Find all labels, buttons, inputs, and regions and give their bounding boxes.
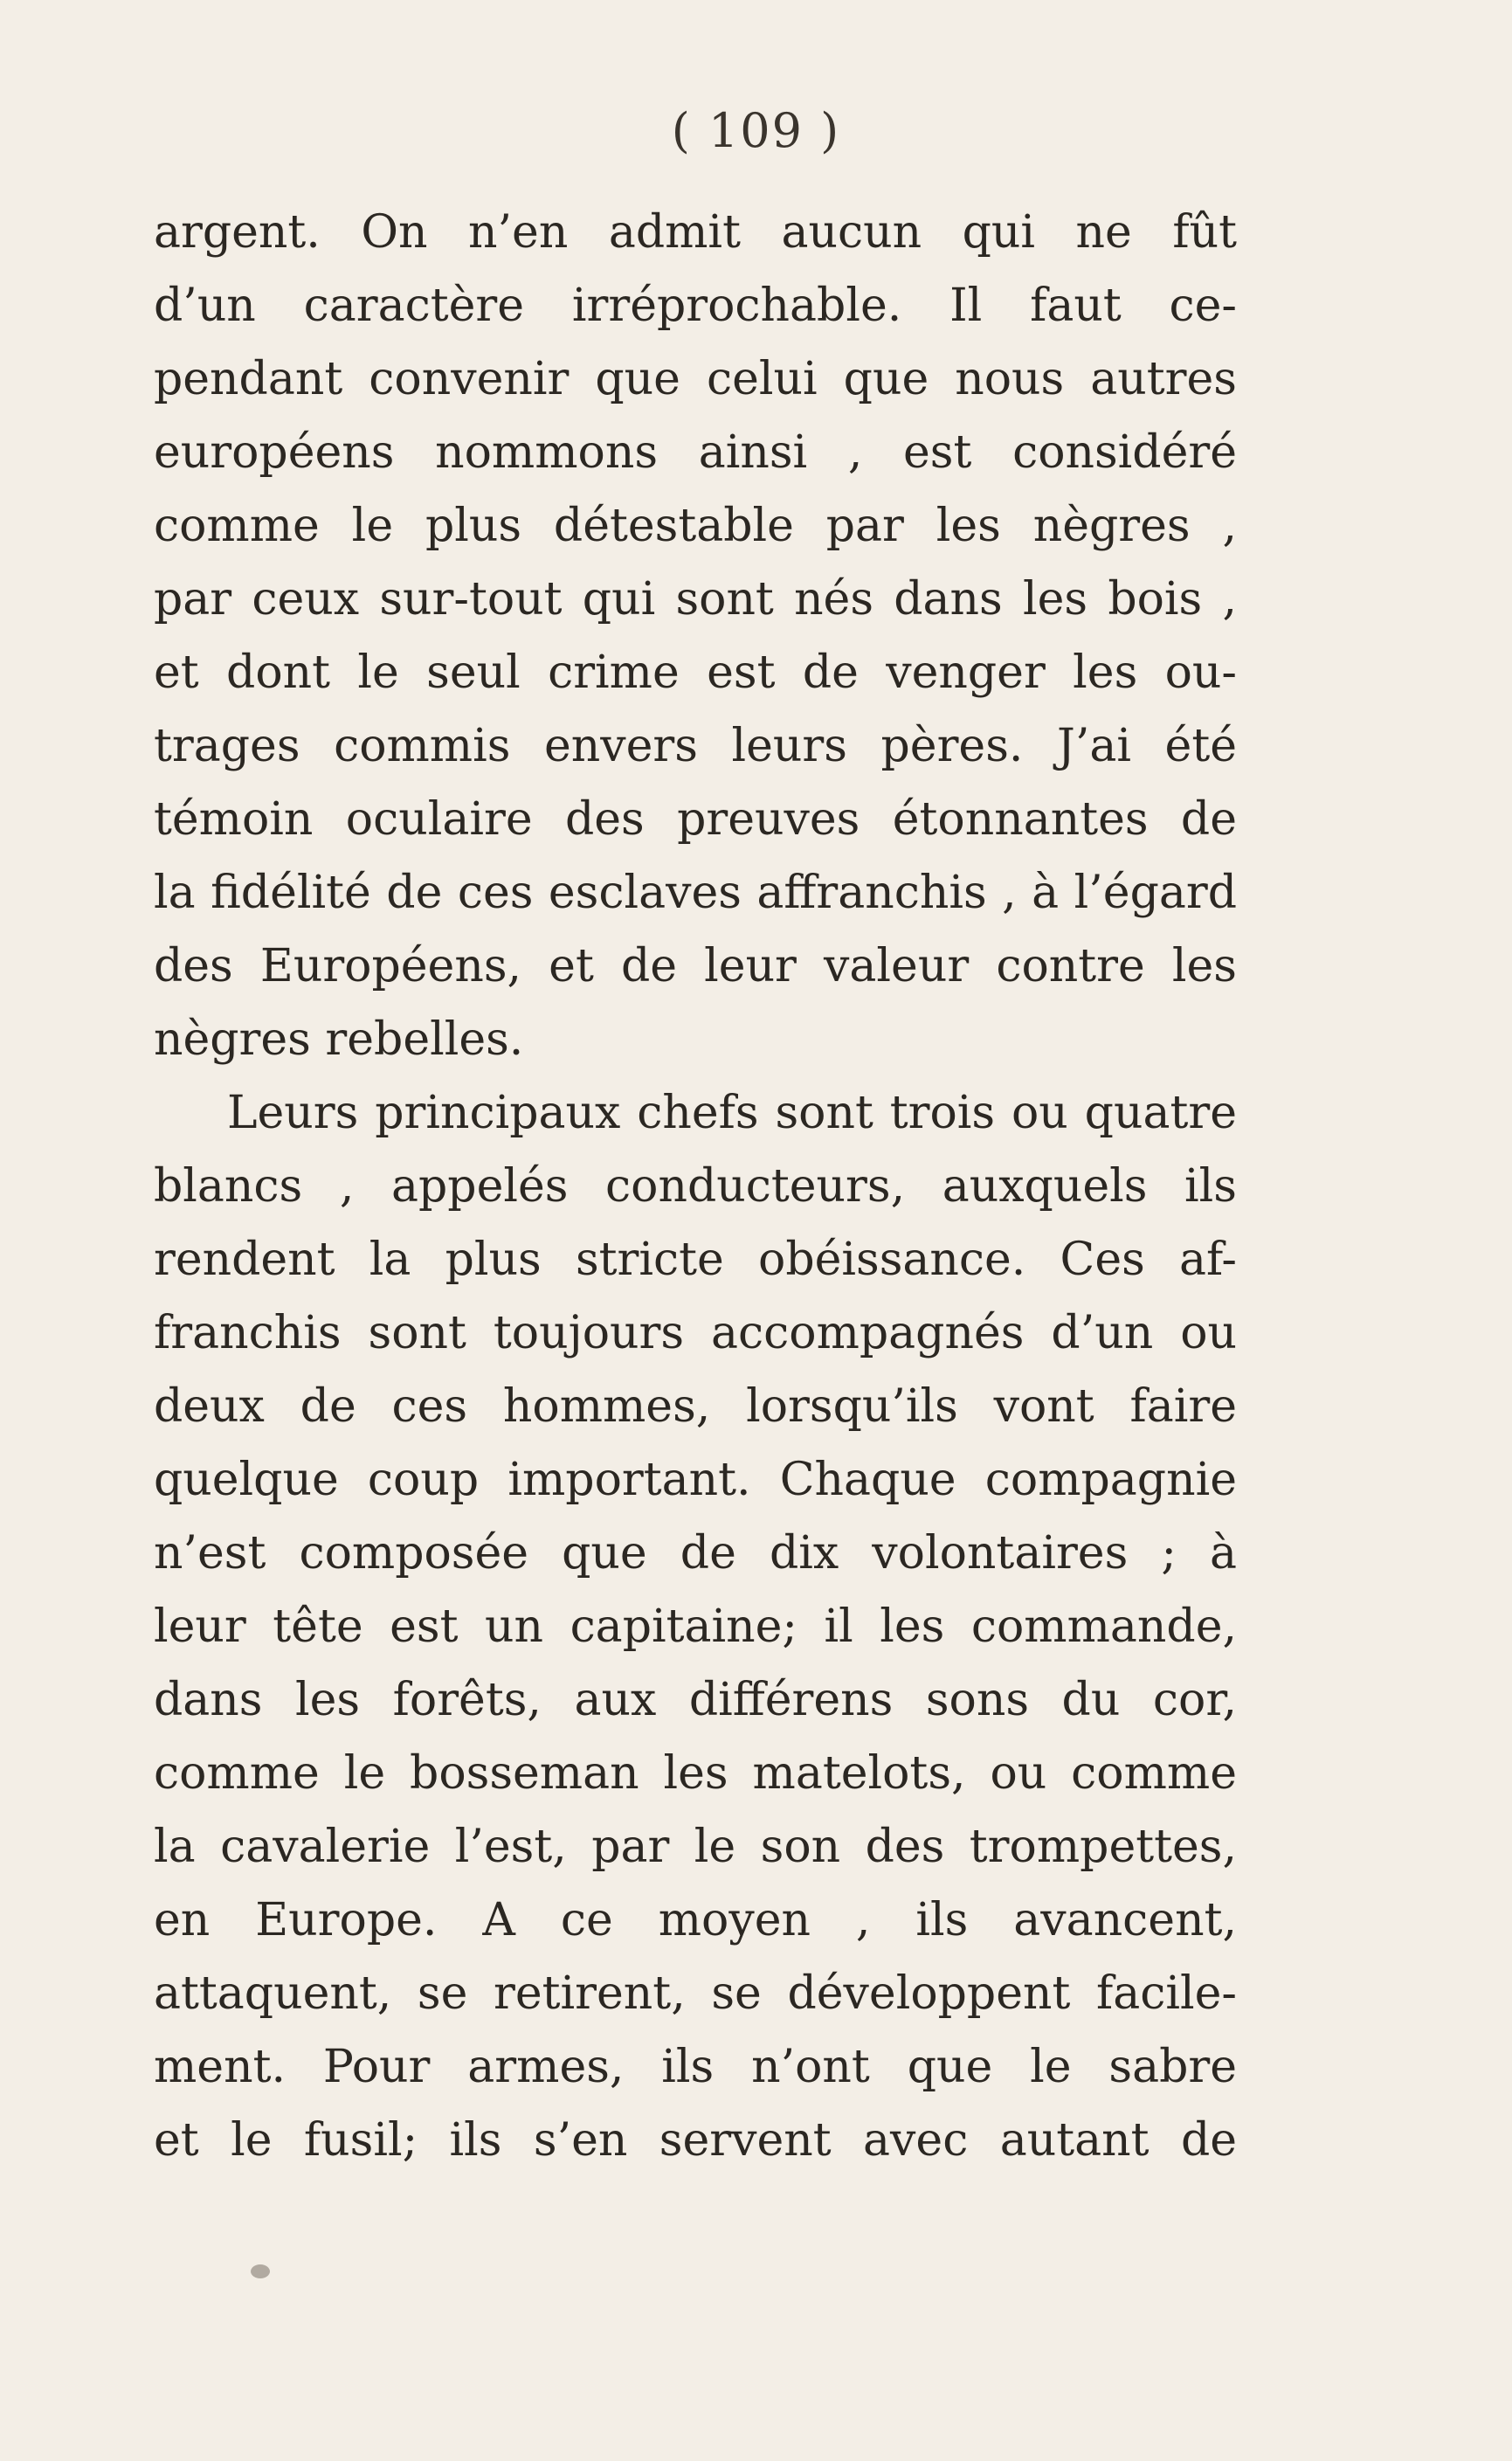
text-line: et le fusil; ils s’en servent avec autant de	[154, 2114, 1237, 2167]
text-line: par ceux sur-tout qui sont nés dans les bois ,	[154, 573, 1237, 626]
text-line: franchis sont toujours accompagnés d’un ou	[154, 1307, 1237, 1359]
text-line: témoin oculaire des preuves étonnantes de	[154, 793, 1237, 846]
text-line: comme le bosseman les matelots, ou comme	[154, 1747, 1237, 1800]
text-line: pendant convenir que celui que nous autres	[154, 353, 1237, 405]
text-line: trages commis envers leurs pères. J’ai été	[154, 720, 1237, 772]
text-line: quelque coup important. Chaque compagnie	[154, 1454, 1237, 1506]
body-text	[154, 196, 1237, 2177]
text-line: la fidélité de ces esclaves affranchis , à l’égard	[154, 867, 1237, 919]
text-line: argent. On n’en admit aucun qui ne fût	[154, 206, 1237, 259]
text-line: ment. Pour armes, ils n’ont que le sabre	[154, 2041, 1237, 2093]
text-line: d’un caractère irréprochable. Il faut ce-	[154, 280, 1237, 332]
text-line: et dont le seul crime est de venger les ou-	[154, 646, 1237, 699]
text-line: en Europe. A ce moyen , ils avancent,	[154, 1894, 1237, 1946]
ink-speck	[251, 2264, 270, 2278]
text-line: leur tête est un capitaine; il les commande,	[154, 1600, 1237, 1653]
text-line: la cavalerie l’est, par le son des trompettes,	[154, 1821, 1237, 1873]
text-line: n’est composée que de dix volontaires ; à	[154, 1527, 1237, 1580]
text-line: rendent la plus stricte obéissance. Ces af-	[154, 1234, 1237, 1286]
text-line: comme le plus détestable par les nègres ,	[154, 500, 1237, 552]
text-line: blancs , appelés conducteurs, auxquels ils	[154, 1160, 1237, 1213]
text-line: dans les forêts, aux différens sons du cor,	[154, 1674, 1237, 1726]
text-line: des Européens, et de leur valeur contre les	[154, 940, 1237, 992]
text-line: deux de ces hommes, lorsqu’ils vont faire	[154, 1380, 1237, 1433]
text-line: européens nommons ainsi , est considéré	[154, 426, 1237, 479]
page-number: ( 109 )	[671, 103, 841, 158]
text-line: nègres rebelles.	[154, 1013, 524, 1066]
text-line: Leurs principaux chefs sont trois ou quatre	[227, 1087, 1237, 1139]
text-line: attaquent, se retirent, se développent facile-	[154, 1967, 1237, 2020]
